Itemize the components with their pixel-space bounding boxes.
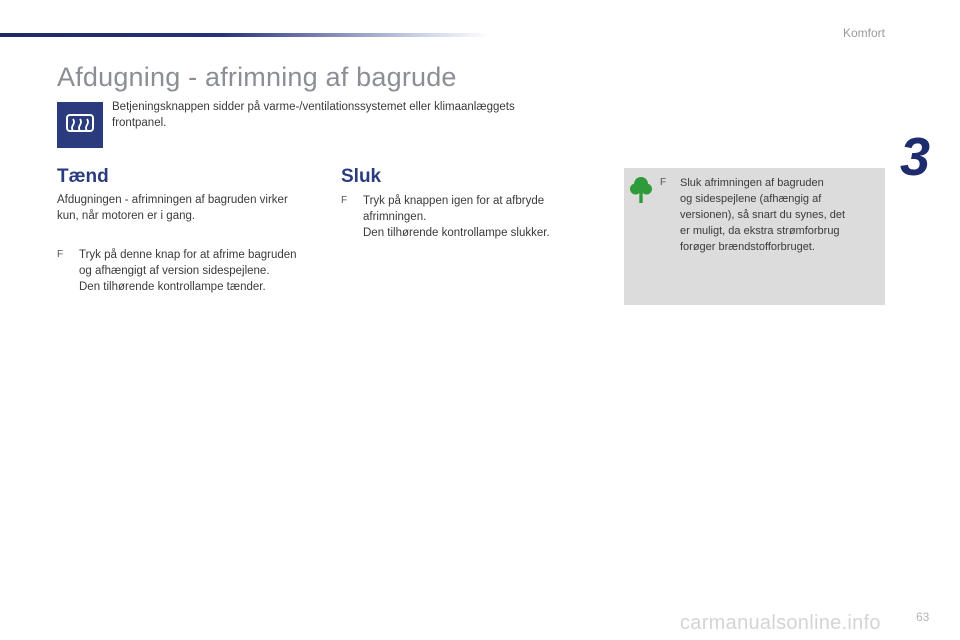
- eco-tip-line: forøger brændstofforbruget.: [680, 241, 815, 253]
- page-title: Afdugning - afrimning af bagrude: [57, 62, 457, 92]
- sluk-bullet-line: afrimningen.: [363, 211, 427, 223]
- header-bar: [0, 33, 490, 37]
- green-tree-icon: [630, 176, 652, 209]
- section-label: Komfort: [842, 26, 885, 40]
- watermark: carmanualsonline.info: [680, 612, 881, 634]
- taend-bullet-line: Tryk på denne knap for at afrime bagruden: [79, 249, 297, 261]
- taend-paragraph: [57, 192, 327, 224]
- eco-tip-line: Sluk afrimningen af bagruden: [680, 177, 824, 189]
- taend-paragraph-line: kun, når motoren er i gang.: [57, 210, 196, 222]
- taend-paragraph-line: Afdugningen - afrimningen af bagruden virker: [57, 194, 288, 206]
- bullet-marker: F: [57, 249, 64, 260]
- rear-defrost-icon: [57, 102, 103, 148]
- taend-heading: Tænd: [57, 166, 109, 187]
- sluk-bullet-line: Den tilhørende kontrollampe slukker.: [363, 227, 550, 239]
- sluk-bullet: [341, 193, 606, 241]
- eco-tip-line: versionen), så snart du synes, det: [680, 209, 846, 221]
- eco-tip-bullet: [660, 175, 880, 255]
- taend-bullet-line: og afhængigt af version sidespejlene.: [79, 265, 270, 277]
- taend-bullet: [57, 247, 332, 295]
- chapter-number: 3: [900, 127, 931, 187]
- intro-text: Betjeningsknappen sidder på varme-/ventilationssystemet eller klimaanlæggets frontpanel.: [112, 101, 515, 129]
- sluk-heading: Sluk: [341, 166, 382, 187]
- sluk-bullet-line: Tryk på knappen igen for at afbryde: [363, 195, 545, 207]
- page-number: 63: [916, 610, 930, 624]
- eco-tip-line: er muligt, da ekstra strømforbrug: [680, 225, 840, 237]
- eco-tip-box: [624, 168, 885, 305]
- taend-bullet-line: Den tilhørende kontrollampe tænder.: [79, 281, 266, 293]
- bullet-marker: F: [341, 195, 348, 206]
- eco-tip-line: og sidespejlene (afhængig af: [680, 193, 822, 205]
- bullet-marker: F: [660, 177, 667, 188]
